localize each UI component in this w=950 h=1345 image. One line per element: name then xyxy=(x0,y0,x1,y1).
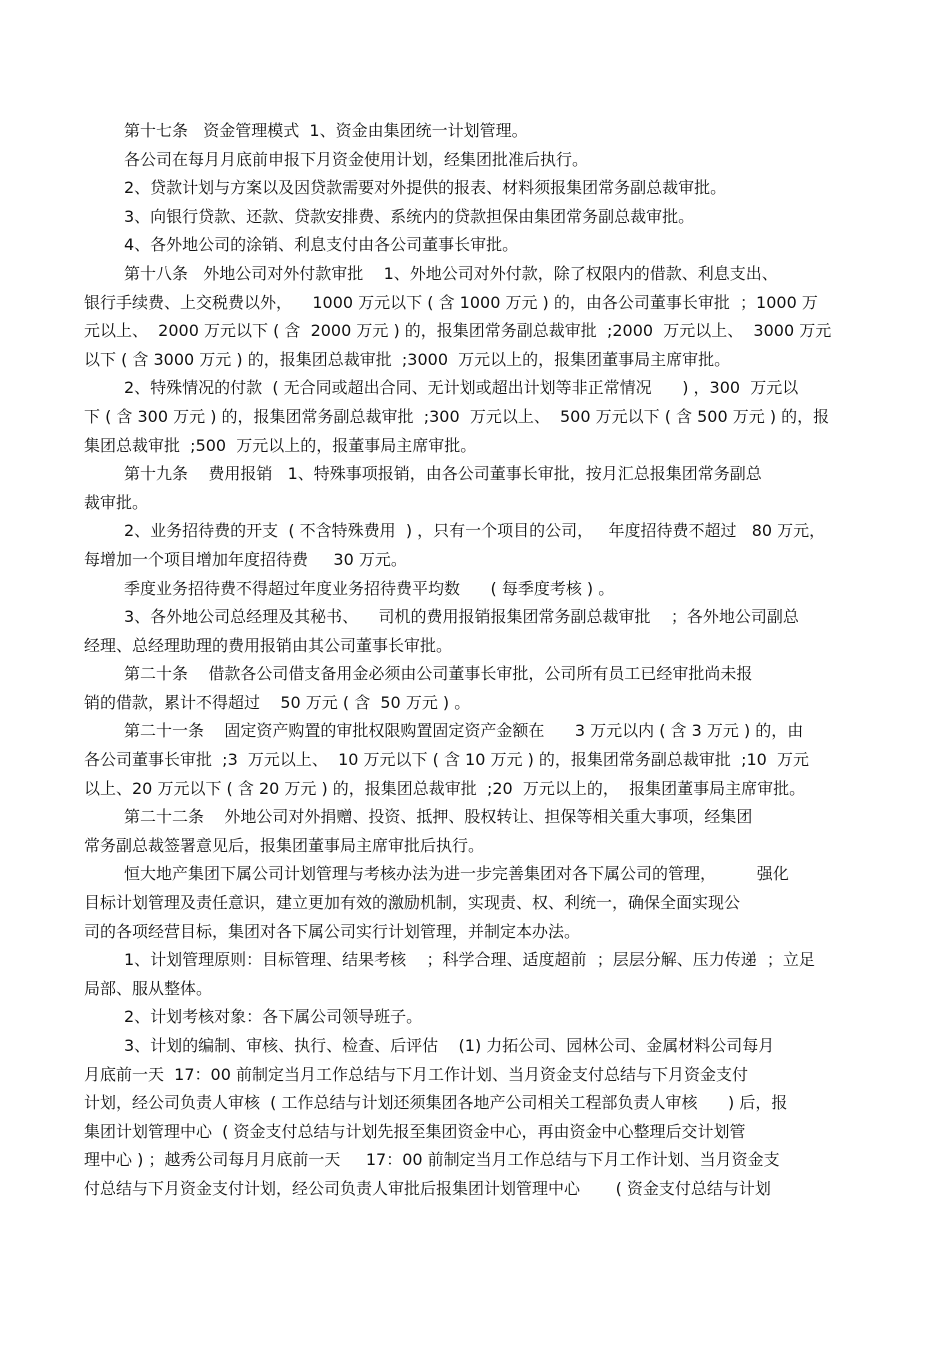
text-line: 第二十条 借款各公司借支备用金必须由公司董事长审批，公司所有员工已经审批尚未报 xyxy=(124,664,753,684)
text-line: 局部、服从整体。 xyxy=(84,978,213,998)
text-line: 2、计划考核对象：各下属公司领导班子。 xyxy=(124,1007,423,1027)
text-line: 第十七条 资金管理模式 1、资金由集团统一计划管理。 xyxy=(124,121,528,140)
text-line: 第十八条 外地公司对外付款审批 1、外地公司对外付款，除了权限内的借款、利息支出、 xyxy=(124,263,778,283)
text-line: 各公司在每月月底前申报下月资金使用计划，经集团批准后执行。 xyxy=(124,149,589,169)
text-line: 裁审批。 xyxy=(84,492,149,512)
text-line: 2、业务招待费的开支 ( 不含特殊费用 ) ，只有一个项目的公司， 年度招待费不超过 80 万元， xyxy=(124,521,826,541)
text-line: 以上、20 万元以下 ( 含 20 万元 ) 的，报集团总裁审批 ;20 万元以上的， 报集团董事局主席审批。 xyxy=(84,778,806,798)
text-line: 3、各外地公司总经理及其秘书、 司机的费用报销报集团常务副总裁审批 ；各外地公司副总 xyxy=(124,607,799,627)
text-line: 下 ( 含 300 万元 ) 的，报集团常务副总裁审批 ;300 万元以上、 500 万元以下 ( 含 500 万元 ) 的，报 xyxy=(84,406,830,426)
text-line: 各公司董事长审批 ;3 万元以上、 10 万元以下 ( 含 10 万元 ) 的，报集团常务副总裁审批 ;10 万元 xyxy=(84,750,809,770)
text-line: 经理、总经理助理的费用报销由其公司董事长审批。 xyxy=(84,635,453,655)
text-line: 月底前一天 17：00 前制定当月工作总结与下月工作计划、当月资金支付总结与下月资金支付 xyxy=(84,1064,748,1084)
document-body xyxy=(84,117,874,1204)
text-line: 目标计划管理及责任意识，建立更加有效的激励机制，实现责、权、利统一，确保全面实现公 xyxy=(84,893,741,913)
text-line: 2、特殊情况的付款 ( 无合同或超出合同、无计划或超出计划等非正常情况 ) ，300 万元以 xyxy=(124,378,799,398)
text-line: 理中心 ) ；越秀公司每月月底前一天 17：00 前制定当月工作总结与下月工作计划、当月资金支 xyxy=(84,1150,780,1170)
text-line: 2、贷款计划与方案以及因贷款需要对外提供的报表、材料须报集团常务副总裁审批。 xyxy=(124,178,727,198)
text-line: 第十九条 费用报销 1、特殊事项报销，由各公司董事长审批，按月汇总报集团常务副总 xyxy=(124,464,762,484)
text-line: 3、向银行贷款、还款、贷款安排费、系统内的贷款担保由集团常务副总裁审批。 xyxy=(124,206,695,226)
text-line: 元以上、 2000 万元以下 ( 含 2000 万元 ) 的，报集团常务副总裁审批 ;2000 万元以上、 3000 万元 xyxy=(84,321,832,341)
text-line: 以下 ( 含 3000 万元 ) 的，报集团总裁审批 ;3000 万元以上的，报集团董事局主席审批。 xyxy=(84,349,731,369)
text-line: 1、计划管理原则：目标管理、结果考核 ；科学合理、适度超前 ；层层分解、压力传递 ；立足 xyxy=(124,950,815,970)
text-line: 计划，经公司负责人审核 ( 工作总结与计划还须集团各地产公司相关工程部负责人审核 ) 后，报 xyxy=(84,1093,788,1113)
text-line: 司的各项经营目标，集团对各下属公司实行计划管理，并制定本办法。 xyxy=(84,921,581,941)
text-line: 付总结与下月资金支付计划，经公司负责人审批后报集团计划管理中心 ( 资金支付总结与计划 xyxy=(84,1178,771,1198)
text-line: 集团总裁审批 ;500 万元以上的，报董事局主席审批。 xyxy=(84,435,477,455)
text-line: 销的借款，累计不得超过 50 万元 ( 含 50 万元 ) 。 xyxy=(84,692,471,712)
text-line: 集团计划管理中心 ( 资金支付总结与计划先报至集团资金中心，再由资金中心整理后交计划管 xyxy=(84,1121,746,1141)
text-line: 恒大地产集团下属公司计划管理与考核办法为进一步完善集团对各下属公司的管理， 强化 xyxy=(124,864,789,884)
text-line: 3、计划的编制、审核、执行、检查、后评估 (1) 力拓公司、园林公司、金属材料公司每月 xyxy=(124,1036,775,1055)
text-line: 4、各外地公司的涂销、利息支付由各公司董事长审批。 xyxy=(124,235,519,255)
text-line: 季度业务招待费不得超过年度业务招待费平均数 ( 每季度考核 ) 。 xyxy=(124,578,615,598)
text-line: 第二十一条 固定资产购置的审批权限购置固定资产金额在 3 万元以内 ( 含 3 万元 ) 的，由 xyxy=(124,721,804,741)
text-line: 第二十二条 外地公司对外捐赠、投资、抵押、股权转让、担保等相关重大事项，经集团 xyxy=(124,807,753,827)
text-line: 银行手续费、上交税费以外， 1000 万元以下 ( 含 1000 万元 ) 的，由各公司董事长审批 ；1000 万 xyxy=(84,292,818,312)
text-line: 常务副总裁签署意见后，报集团董事局主席审批后执行。 xyxy=(84,835,485,855)
text-line: 每增加一个项目增加年度招待费 30 万元。 xyxy=(84,549,407,569)
